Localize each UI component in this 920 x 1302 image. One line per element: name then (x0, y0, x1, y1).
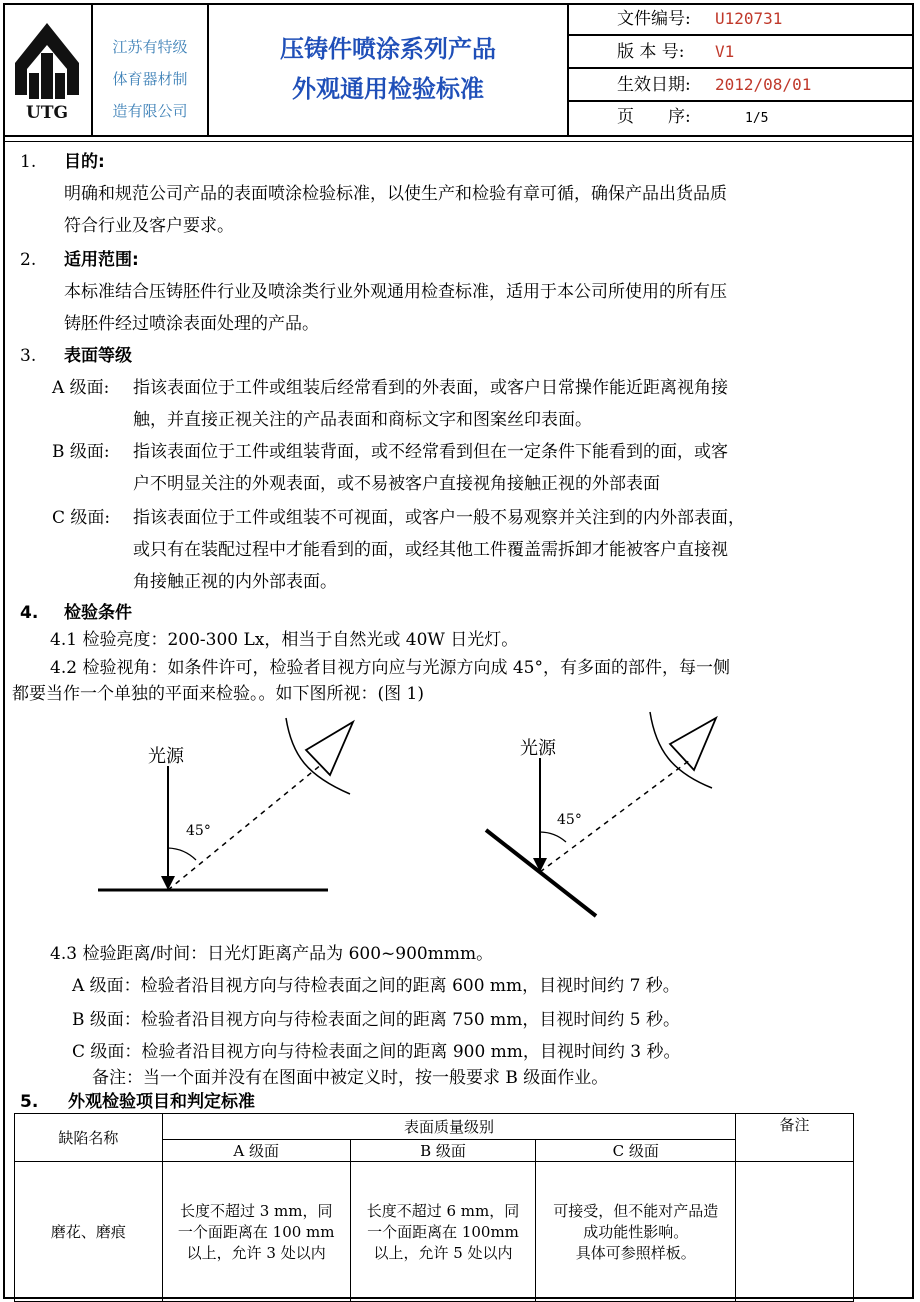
section-5-number: 5. (20, 1092, 39, 1112)
grade-c-text-line-3: 角接触正视的内外部表面。 (133, 572, 337, 592)
angle-arc-left (168, 848, 196, 860)
header-defect-name: 缺陷名称 (15, 1114, 163, 1162)
grade-c-text-line-2: 或只有在装配过程中才能看到的面，或经其他工件覆盖需拆卸才能被客户直接视 (133, 540, 728, 560)
section-4-3-note: 备注：当一个面并没有在图面中被定义时，按一般要求 B 级面作业。 (92, 1068, 609, 1088)
grade-b-line-2: 一个面距离在 100mm (367, 1223, 519, 1241)
title-line-2: 外观通用检验标准 (292, 75, 484, 103)
document-meta (569, 3, 914, 135)
section-2-number: 2. (20, 250, 37, 270)
company-line-1: 江苏有特级 (112, 38, 188, 56)
grade-a-line-1: 长度不超过 3 mm，同 (179, 1202, 333, 1220)
version-label: 版 本 号: (617, 42, 685, 62)
grade-a-text-line-2: 触，并直接正视关注的产品表面和商标文字和图案丝印表面。 (133, 410, 592, 430)
section-1-title: 目的: (64, 152, 105, 172)
section-4-1: 4.1 检验亮度：200-300 Lx，相当于自然光或 40W 日光灯。 (50, 630, 519, 650)
company-line-3: 造有限公司 (112, 102, 188, 120)
section-3-number: 3. (20, 346, 37, 366)
company-logo (3, 3, 93, 135)
angle-label-left: 45° (186, 823, 211, 839)
light-source-label-right: 光源 (520, 738, 556, 759)
page-number: 1/5 (745, 111, 769, 126)
grade-b-label: B 级面: (52, 442, 110, 462)
section-4-3-grade-b: B 级面：检验者沿目视方向与待检表面之间的距离 750 mm，目视时间约 5 秒。 (72, 1010, 681, 1030)
light-source-label-left: 光源 (148, 746, 184, 767)
doc-number-row (569, 3, 914, 36)
header-grade-a: A 级面 (162, 1140, 350, 1162)
inspection-criteria-table (14, 1113, 854, 1302)
header-remarks: 备注 (736, 1114, 854, 1162)
doc-number-label: 文件编号: (617, 9, 691, 29)
logo-text: UTG (26, 103, 68, 123)
section-4-3-grade-c: C 级面：检验者沿目视方向与待检表面之间的距离 900 mm，目视时间约 3 秒。 (72, 1042, 681, 1062)
effective-date: 2012/08/01 (715, 75, 812, 94)
section-5-title: 外观检验项目和判定标准 (68, 1092, 255, 1112)
defect-name-cell: 磨花、磨痕 (15, 1162, 163, 1302)
header-surface-quality: 表面质量级别 (162, 1114, 735, 1140)
remarks-cell (736, 1162, 854, 1302)
section-1-text-line-2: 符合行业及客户要求。 (64, 216, 234, 236)
version-value: V1 (715, 42, 735, 61)
effective-date-row (569, 69, 914, 102)
section-1-number: 1. (20, 152, 37, 172)
section-4-2-line-1: 4.2 检验视角：如条件许可，检验者目视方向应与光源方向成 45°，有多面的部件，每一侧 (50, 658, 730, 678)
document-header (3, 3, 914, 138)
eye-right (670, 718, 716, 770)
grade-a-cell (162, 1162, 350, 1302)
grade-b-line-1: 长度不超过 6 mm，同 (366, 1202, 520, 1220)
section-2-text-line-1: 本标准结合压铸胚件行业及喷涂类行业外观通用检查标准，适用于本公司所使用的所有压 (64, 282, 727, 302)
page-label: 页 序: (617, 107, 691, 127)
header-divider-inner (3, 141, 914, 142)
light-arrow-left (161, 876, 175, 890)
grade-a-text-line-1: 指该表面位于工件或组装后经常看到的外表面，或客户日常操作能近距离视角接 (133, 378, 728, 398)
angle-arc-right (540, 832, 566, 842)
header-grade-c: C 级面 (536, 1140, 736, 1162)
grade-b-text-line-2: 户不明显关注的外观表面，或不易被客户直接视角接触正视的外部表面 (133, 474, 660, 494)
inspection-angle-figure (0, 700, 920, 940)
section-4-number: 4. (20, 603, 39, 623)
company-name (93, 3, 209, 135)
doc-number: U120731 (715, 9, 783, 28)
grade-c-line-3: 具体可参照样板。 (575, 1244, 696, 1262)
section-2-text-line-2: 铸胚件经过喷涂表面处理的产品。 (64, 314, 319, 334)
angle-label-right: 45° (557, 812, 582, 828)
grade-a-line-2: 一个面距离在 100 mm (177, 1223, 335, 1241)
grade-c-label: C 级面: (52, 508, 111, 528)
grade-c-line-1: 可接受，但不能对产品造 (553, 1202, 719, 1220)
page-row (569, 102, 914, 135)
eye-left (306, 722, 353, 775)
section-2-title: 适用范围: (64, 250, 139, 270)
section-4-title: 检验条件 (64, 603, 132, 623)
grade-c-cell (536, 1162, 736, 1302)
section-3-title: 表面等级 (64, 346, 132, 366)
title-line-1: 压铸件喷涂系列产品 (280, 35, 496, 63)
grade-a-line-3: 以上，允许 3 处以内 (186, 1244, 326, 1262)
grade-b-text-line-1: 指该表面位于工件或组装背面，或不经常看到但在一定条件下能看到的面，或客 (133, 442, 728, 462)
header-divider (3, 135, 914, 137)
grade-b-line-3: 以上，允许 5 处以内 (373, 1244, 513, 1262)
company-line-2: 体育器材制 (112, 70, 188, 88)
effective-date-label: 生效日期: (617, 75, 691, 95)
grade-b-cell (350, 1162, 536, 1302)
table-row (15, 1162, 854, 1302)
section-4-3: 4.3 检验距离/时间：日光灯距离产品为 600~900mmm。 (50, 944, 494, 964)
figure-left (98, 718, 353, 890)
section-4-2-line-2: 都要当作一个单独的平面来检验。。如下图所视：(图 1) (12, 684, 424, 704)
version-row (569, 36, 914, 69)
section-1-text-line-1: 明确和规范公司产品的表面喷涂检验标准，以使生产和检验有章可循，确保产品出货品质 (64, 184, 727, 204)
document-title (209, 3, 569, 135)
section-4-3-grade-a: A 级面：检验者沿目视方向与待检表面之间的距离 600 mm，目视时间约 7 秒。 (72, 976, 680, 996)
grade-c-text-line-1: 指该表面位于工件或组装不可视面，或客户一般不易观察并关注到的内外部表面， (133, 508, 745, 528)
grade-a-label: A 级面: (52, 378, 110, 398)
table-header-row (15, 1114, 854, 1140)
figure-right (486, 712, 716, 916)
header-grade-b: B 级面 (350, 1140, 536, 1162)
grade-c-line-2: 成功能性影响。 (583, 1223, 689, 1241)
